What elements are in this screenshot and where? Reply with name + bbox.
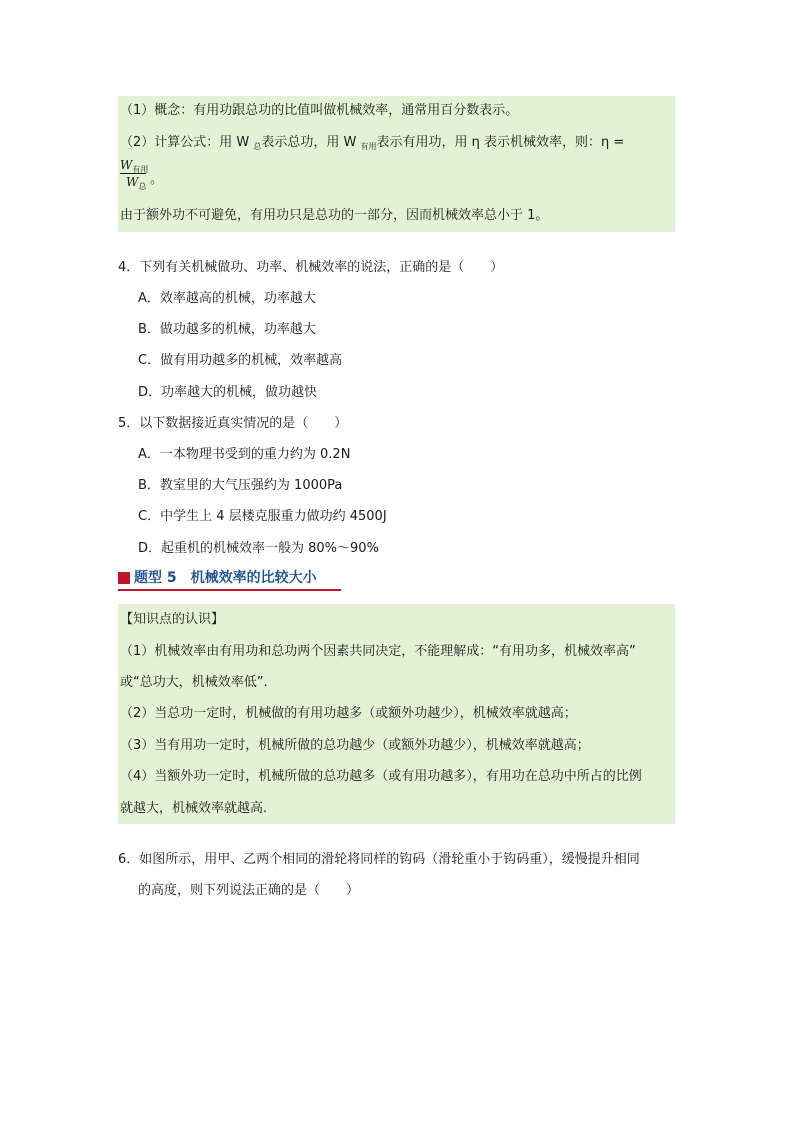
- fraction-bar: [120, 173, 146, 174]
- note-line: 由于额外功不可避免，有用功只是总功的一部分，因而机械效率总小于 1。: [120, 208, 549, 223]
- formula-text-c: 表示有用功，用 η 表示机械效率，则：η =: [376, 135, 625, 150]
- section-title: 题型 5 机械效率的比较大小: [134, 570, 317, 586]
- knowledge-point-1-line-2: 或“总功大，机械效率低”.: [120, 675, 268, 690]
- knowledge-point-3: （3）当有用功一定时，机械所做的总功越少（或额外功越少），机械效率就越高；: [120, 738, 590, 753]
- denominator-symbol: W: [126, 175, 139, 189]
- question-6-stem-line-2: 的高度，则下列说法正确的是（ ）: [138, 883, 360, 898]
- fraction-period: 。: [150, 172, 164, 187]
- knowledge-point-4-line-1: （4）当额外功一定时，机械所做的总功越多（或有用功越多），有用功在总功中所占的比例: [120, 769, 642, 784]
- section-underline: [118, 589, 341, 591]
- question-5-stem: 5．以下数据接近真实情况的是（ ）: [118, 416, 348, 431]
- fraction-denominator: [126, 175, 146, 189]
- question-4-option-b: B．做功越多的机械，功率越大: [138, 322, 316, 337]
- formula-text-a: （2）计算公式：用 W: [120, 135, 254, 150]
- knowledge-point-4-line-2: 就越大，机械效率就越高.: [120, 801, 268, 816]
- question-5-option-b: B．教室里的大气压强约为 1000Pa: [138, 478, 343, 493]
- question-4-option-c: C．做有用功越多的机械，效率越高: [138, 353, 343, 368]
- knowledge-header: 【知识点的认识】: [120, 612, 225, 627]
- knowledge-box-efficiency-comparison: [118, 604, 675, 824]
- numerator-subscript: 有用: [132, 165, 149, 174]
- section-marker-icon: [118, 572, 130, 584]
- definition-line: （1）概念：有用功跟总功的比值叫做机械效率，通常用百分数表示。: [120, 103, 519, 118]
- question-5-option-c: C．中学生上 4 层楼克服重力做功约 4500J: [138, 509, 387, 524]
- denominator-subscript: 总: [138, 182, 147, 191]
- question-6-stem-line-1: 6．如图所示，用甲、乙两个相同的滑轮将同样的钩码（滑轮重小于钩码重），缓慢提升相同: [118, 852, 640, 867]
- fraction-numerator: [120, 158, 148, 172]
- question-4-option-a: A．效率越高的机械，功率越大: [138, 291, 316, 306]
- question-4-stem: 4．下列有关机械做功、功率、机械效率的说法，正确的是（ ）: [118, 260, 504, 275]
- question-4-option-d: D．功率越大的机械，做功越快: [138, 385, 318, 400]
- subscript-useful: 有用: [360, 142, 377, 151]
- formula-line: [120, 134, 624, 153]
- question-5-option-a: A．一本物理书受到的重力约为 0.2N: [138, 447, 351, 462]
- question-5-option-d: D．起重机的机械效率一般为 80%～90%: [138, 541, 379, 556]
- subscript-total: 总: [253, 142, 262, 151]
- knowledge-point-2: （2）当总功一定时，机械做的有用功越多（或额外功越少），机械效率就越高；: [120, 706, 577, 721]
- knowledge-box-efficiency-definition: [118, 96, 675, 232]
- numerator-symbol: W: [120, 158, 133, 172]
- formula-text-b: 表示总功，用 W: [261, 135, 361, 150]
- knowledge-point-1-line-1: （1）机械效率由有用功和总功两个因素共同决定，不能理解成：“有用功多，机械效率高”: [120, 644, 636, 659]
